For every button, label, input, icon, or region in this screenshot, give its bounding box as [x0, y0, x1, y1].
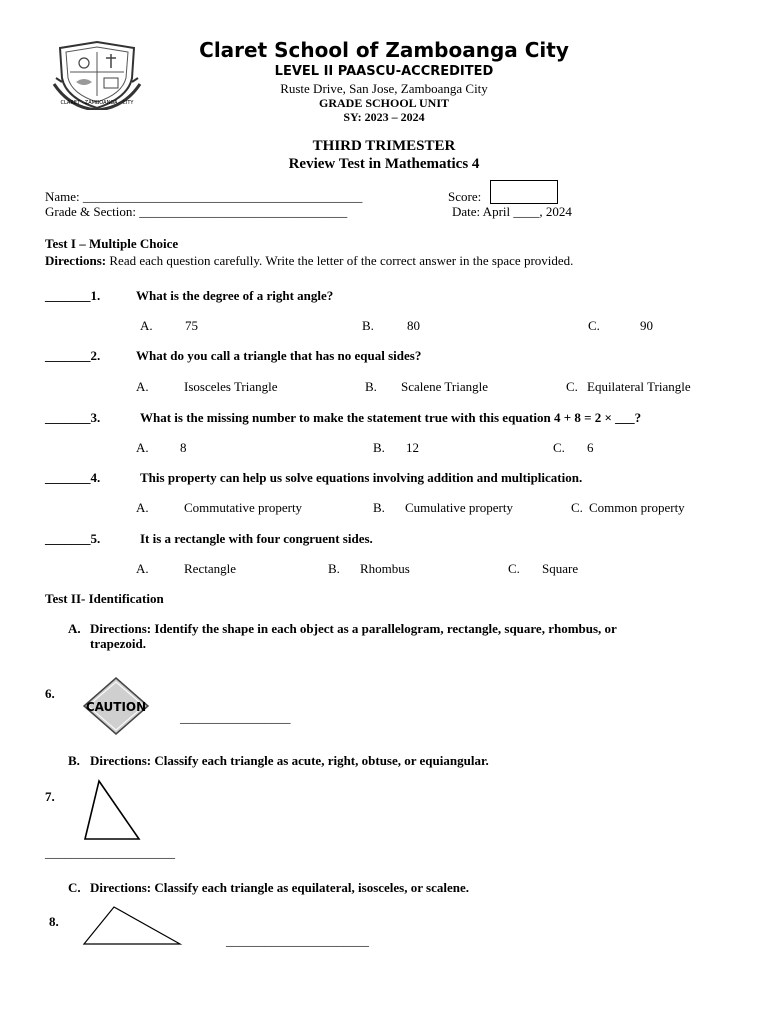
section-b-directions: Directions: Classify each triangle as acute, right, obtuse, or equiangular. — [90, 753, 489, 768]
triangle-7-icon — [80, 776, 146, 844]
question-2: What do you call a triangle that has no equal sides? — [136, 348, 422, 363]
q4-option-b-letter: B. — [373, 500, 385, 515]
accreditation-label: LEVEL II PAASCU-ACCREDITED — [274, 64, 494, 79]
score-box[interactable] — [490, 180, 558, 204]
test1-directions — [45, 253, 573, 269]
section-a-letter: A. — [68, 621, 81, 636]
q2-option-a-letter: A. — [136, 379, 149, 394]
q5-option-c-letter: C. — [508, 561, 520, 576]
question-4: This property can help us solve equations involving addition and multiplication. — [140, 470, 583, 485]
q2-option-b-letter: B. — [365, 379, 377, 394]
item-6-number: 6. — [45, 686, 55, 701]
q3-option-c: 6 — [587, 440, 594, 455]
q5-option-b: Rhombus — [360, 561, 410, 576]
exam-term: THIRD TRIMESTER — [312, 138, 456, 154]
q1-option-a-letter: A. — [140, 318, 153, 333]
section-b-letter: B. — [68, 753, 80, 768]
q3-option-c-letter: C. — [553, 440, 565, 455]
q1-option-c-letter: C. — [588, 318, 600, 333]
triangle-8-icon — [80, 902, 184, 948]
grade-section-field[interactable]: Grade & Section: ________________________________ — [45, 204, 348, 219]
date-field[interactable]: Date: April ____, 2024 — [452, 204, 572, 219]
test1-title: Test I – Multiple Choice — [45, 236, 179, 251]
q3-option-a: 8 — [180, 440, 187, 455]
svg-text:CLARET · ZAMBOANGA · CITY: CLARET · ZAMBOANGA · CITY — [60, 100, 134, 106]
school-year: SY: 2023 – 2024 — [343, 110, 425, 124]
question-1: What is the degree of a right angle? — [136, 288, 334, 303]
q3-option-b: 12 — [406, 440, 419, 455]
question-3: What is the missing number to make the statement true with this equation 4 + 8 = 2 × ___? — [140, 410, 642, 425]
answer-blank-1[interactable]: _______1. — [45, 288, 101, 303]
school-address: Ruste Drive, San Jose, Zamboanga City — [280, 81, 488, 96]
q2-option-b: Scalene Triangle — [401, 379, 489, 394]
item-7-number: 7. — [45, 789, 55, 804]
q4-option-a-letter: A. — [136, 500, 149, 515]
section-c-directions: Directions: Classify each triangle as equilateral, isosceles, or scalene. — [90, 880, 469, 895]
section-a-directions-cont: trapezoid. — [90, 636, 146, 651]
q5-option-c: Square — [542, 561, 579, 576]
q1-option-a: 75 — [185, 318, 198, 333]
item-6-answer-line[interactable]: _________________ — [180, 710, 291, 725]
answer-blank-3[interactable]: _______3. — [45, 410, 101, 425]
q2-option-c: Equilateral Triangle — [587, 379, 691, 394]
exam-title: Review Test in Mathematics 4 — [288, 156, 480, 172]
q5-option-a-letter: A. — [136, 561, 149, 576]
q5-option-a: Rectangle — [184, 561, 236, 576]
answer-blank-4[interactable]: _______4. — [45, 470, 101, 485]
item-8-answer-line[interactable]: ______________________ — [226, 933, 369, 948]
q1-option-b-letter: B. — [362, 318, 374, 333]
answer-blank-2[interactable]: _______2. — [45, 348, 101, 363]
caution-sign-icon — [82, 676, 150, 736]
q4-option-c: Common property — [589, 500, 685, 515]
item-7-answer-line[interactable]: ____________________ — [45, 845, 175, 860]
q4-option-b: Cumulative property — [405, 500, 513, 515]
score-label: Score: — [448, 189, 482, 204]
q1-option-c: 90 — [640, 318, 653, 333]
question-5: It is a rectangle with four congruent sides. — [140, 531, 373, 546]
q1-option-b: 80 — [407, 318, 420, 333]
answer-blank-5[interactable]: _______5. — [45, 531, 101, 546]
item-8-number: 8. — [49, 914, 59, 929]
directions-text: Read each question carefully. Write the letter of the correct answer in the space provided. — [106, 253, 574, 268]
q2-option-c-letter: C. — [566, 379, 578, 394]
q2-option-a: Isosceles Triangle — [184, 379, 278, 394]
directions-label: Directions: — [45, 253, 107, 268]
name-field[interactable]: Name: ___________________________________________ — [45, 189, 363, 204]
q3-option-b-letter: B. — [373, 440, 385, 455]
q4-option-a: Commutative property — [184, 500, 303, 515]
section-a-directions: Directions: Identify the shape in each object as a parallelogram, rectangle, square, rhombus, or — [90, 621, 617, 636]
q4-option-c-letter: C. — [571, 500, 583, 515]
q3-option-a-letter: A. — [136, 440, 149, 455]
unit-label: GRADE SCHOOL UNIT — [318, 96, 450, 110]
section-c-letter: C. — [68, 880, 81, 895]
test2-title: Test II- Identification — [45, 591, 164, 606]
caution-sign-text: CAUTION — [85, 700, 147, 714]
school-name: Claret School of Zamboanga City — [199, 38, 569, 62]
q5-option-b-letter: B. — [328, 561, 340, 576]
